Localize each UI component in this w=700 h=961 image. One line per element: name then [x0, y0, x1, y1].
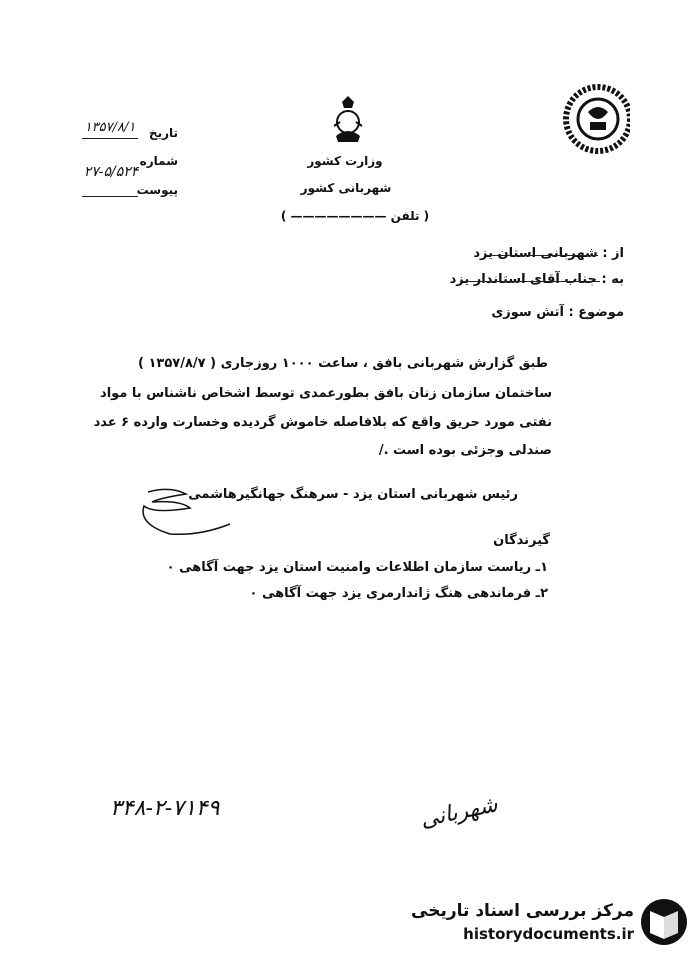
signature-title: رئیس شهربانی استان یزد - سرهنگ جهانگیرهاشمی [188, 487, 518, 502]
emblem-lion-sun [326, 96, 370, 150]
recipients-heading: گیرندگان [493, 533, 550, 548]
watermark-url: historydocuments.ir [463, 925, 634, 943]
date-number-block [78, 120, 178, 200]
watermark [408, 895, 692, 951]
to-field: به : جناب آقای استاندار یزد [449, 272, 624, 287]
body-line-2: ساختمان سازمان زنان بافق بطورعمدی توسط اشخاص ناشناس با مواد [100, 386, 552, 401]
book-logo-icon [640, 897, 688, 947]
number-label: شماره [139, 154, 178, 168]
body-line-3: نفتی مورد حریق واقع که بلافاصله خاموش گردیده وخسارت وارده ۶ عدد [93, 415, 552, 430]
date-label: تاریخ [148, 126, 178, 140]
date-underline [82, 138, 138, 139]
attachment-underline [82, 196, 138, 197]
attachment-label: پیوست [136, 183, 178, 197]
classification-line: ( تلفن ———————— ) [280, 209, 430, 223]
handwritten-note: شهربانی [418, 792, 500, 833]
body-line-4: صندلی وجزئی بوده است ./ [378, 443, 552, 458]
subject-field: موضوع : آتش سوزی [491, 305, 624, 320]
ministry-title: وزارت کشور [307, 154, 383, 168]
date-value: ۱۳۵۷/۸/۱ [84, 120, 136, 135]
handwritten-signature [130, 484, 240, 544]
from-strike [486, 255, 598, 256]
body-line-1: طبق گزارش شهربانی بافق ، ساعت ۱۰۰۰ روزجاری ( ۱۳۵۷/۸/۷ ) [138, 356, 548, 371]
round-seal-stamp [560, 82, 630, 156]
recipient-item-1: ۱ـ ریاست سازمان اطلاعات وامنیت استان یزد جهت آگاهی ۰ [166, 560, 548, 575]
from-field: از : شهربانی استان یزد [473, 246, 624, 261]
handwritten-archive-number: ۳۴۸-۲-۷۱۴۹ [110, 796, 220, 821]
to-strike [460, 281, 600, 282]
number-value: ۲۷-۵/۵۲۴ [83, 164, 139, 180]
recipient-item-2: ۲ـ فرماندهی هنگ ژاندارمری یزد جهت آگاهی ۰ [249, 586, 548, 601]
department-title: شهربانی کشور [300, 181, 392, 195]
watermark-title: مرکز بررسی اسناد تاریخی [411, 901, 634, 921]
